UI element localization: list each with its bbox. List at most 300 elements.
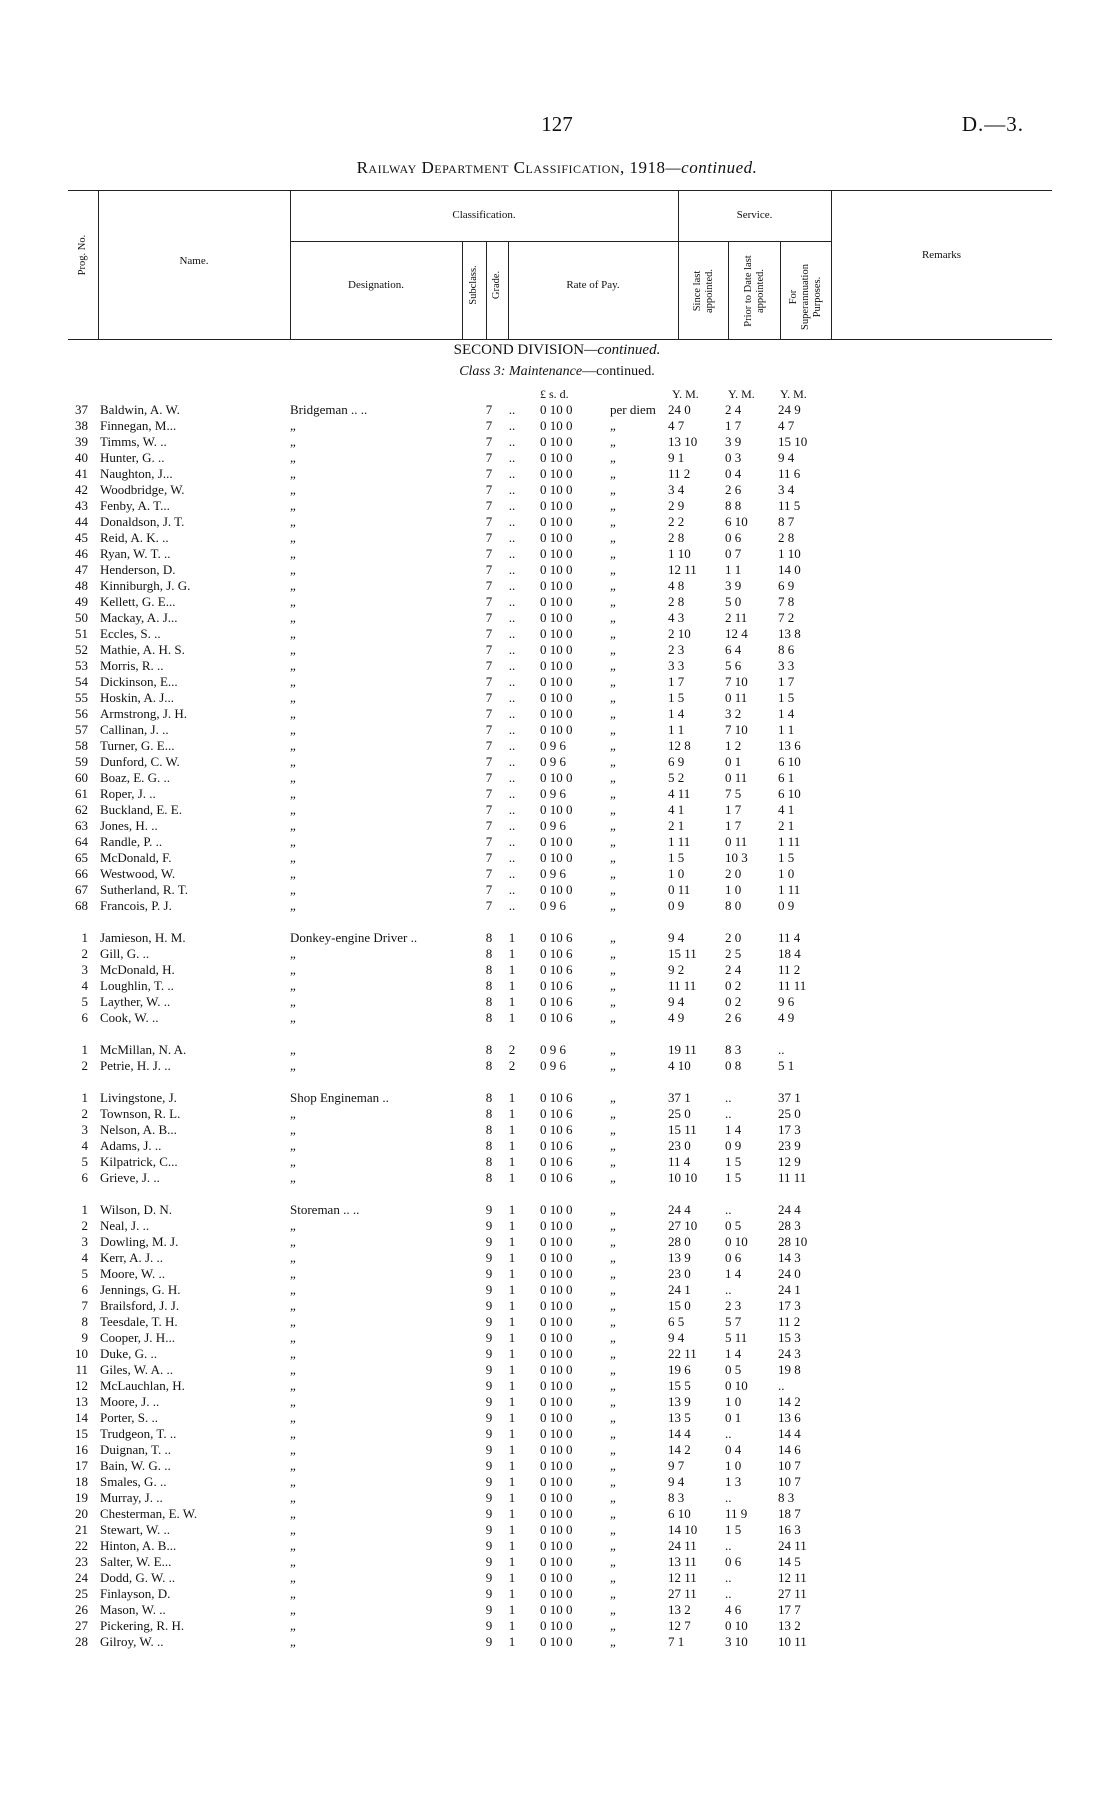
grade-cell: 1 <box>508 1346 516 1361</box>
subclass-cell: 8 <box>485 946 493 961</box>
rate-of-pay-cell: 0 10 0 <box>540 1298 573 1313</box>
pay-unit-cell: „ <box>610 1522 616 1537</box>
since-last-cell: 27 10 <box>668 1218 698 1233</box>
since-last-cell: 4 9 <box>668 1010 685 1025</box>
grade-cell: 1 <box>508 1234 516 1249</box>
prog-no-cell: 43 <box>75 498 88 513</box>
prog-no-cell: 2 <box>81 946 88 961</box>
name-cell: Boaz, E. G. .. <box>100 770 171 785</box>
table-row <box>0 1314 1114 1330</box>
rate-of-pay-cell: 0 10 0 <box>540 562 573 577</box>
rate-of-pay-cell: 0 10 0 <box>540 1394 573 1409</box>
since-last-cell: 14 10 <box>668 1522 698 1537</box>
table-row <box>0 1618 1114 1634</box>
name-cell: McLauchlan, H. <box>100 1378 185 1393</box>
prog-no-cell: 65 <box>75 850 88 865</box>
grade-cell: .. <box>508 642 516 657</box>
designation-cell: „ <box>290 626 296 641</box>
subclass-cell: 8 <box>485 962 493 977</box>
since-last-cell: 15 0 <box>668 1298 691 1313</box>
pay-unit-cell: „ <box>610 610 616 625</box>
prog-no-cell: 28 <box>75 1634 88 1649</box>
superannuation-cell: 25 0 <box>778 1106 801 1121</box>
rate-of-pay-cell: 0 9 6 <box>540 738 566 753</box>
designation-cell: „ <box>290 1586 296 1601</box>
pay-unit-cell: „ <box>610 1042 616 1057</box>
prog-no-cell: 6 <box>81 1282 88 1297</box>
table-row <box>0 1378 1114 1394</box>
pay-unit-cell: „ <box>610 1618 616 1633</box>
prior-to-cell: 7 5 <box>725 786 742 801</box>
prior-to-cell: 7 10 <box>725 674 748 689</box>
designation-cell: „ <box>290 434 296 449</box>
superannuation-cell: 14 2 <box>778 1394 801 1409</box>
rate-of-pay-cell: 0 10 0 <box>540 1618 573 1633</box>
since-last-cell: 5 2 <box>668 770 685 785</box>
prior-to-cell: .. <box>725 1106 732 1121</box>
designation-cell: „ <box>290 1282 296 1297</box>
division-title <box>0 342 1114 359</box>
grade-cell: 1 <box>508 962 516 977</box>
designation-cell: „ <box>290 1346 296 1361</box>
prior-to-cell: 5 6 <box>725 658 742 673</box>
designation-cell: „ <box>290 562 296 577</box>
subclass-cell: 7 <box>485 594 493 609</box>
since-last-cell: 4 3 <box>668 610 685 625</box>
prior-to-cell: 0 6 <box>725 1250 742 1265</box>
subclass-cell: 9 <box>485 1426 493 1441</box>
prog-no-cell: 39 <box>75 434 88 449</box>
name-cell: Westwood, W. <box>100 866 176 881</box>
name-cell: Adams, J. .. <box>100 1138 162 1153</box>
superannuation-cell: 28 3 <box>778 1218 801 1233</box>
grade-cell: .. <box>508 834 516 849</box>
table-row <box>0 1442 1114 1458</box>
table-row <box>0 1506 1114 1522</box>
superannuation-cell: 8 3 <box>778 1490 795 1505</box>
subclass-cell: 7 <box>485 610 493 625</box>
grade-cell: .. <box>508 418 516 433</box>
superannuation-cell: 1 10 <box>778 546 801 561</box>
superannuation-cell: 18 7 <box>778 1506 801 1521</box>
rate-of-pay-cell: 0 10 0 <box>540 546 573 561</box>
subclass-cell: 9 <box>485 1394 493 1409</box>
prior-to-cell: 2 0 <box>725 930 742 945</box>
designation-cell: „ <box>290 1330 296 1345</box>
rate-of-pay-cell: 0 10 0 <box>540 1586 573 1601</box>
subclass-cell: 8 <box>485 994 493 1009</box>
pay-unit-cell: „ <box>610 786 616 801</box>
since-last-cell: 11 2 <box>668 466 691 481</box>
subclass-cell: 7 <box>485 658 493 673</box>
prog-no-cell: 59 <box>75 754 88 769</box>
name-cell: Eccles, S. .. <box>100 626 161 641</box>
table-row <box>0 1570 1114 1586</box>
prog-no-cell: 11 <box>75 1362 88 1377</box>
pay-unit-cell: „ <box>610 562 616 577</box>
pay-unit-cell: „ <box>610 994 616 1009</box>
pay-unit-cell: „ <box>610 1090 616 1105</box>
superannuation-cell: 27 11 <box>778 1586 807 1601</box>
pay-unit-cell: „ <box>610 498 616 513</box>
designation-cell: „ <box>290 802 296 817</box>
table-row <box>0 626 1114 642</box>
grade-cell: .. <box>508 626 516 641</box>
prior-to-cell: 0 10 <box>725 1618 748 1633</box>
since-last-cell: 13 9 <box>668 1394 691 1409</box>
prog-no-cell: 6 <box>81 1010 88 1025</box>
designation-cell: „ <box>290 1538 296 1553</box>
name-cell: Finnegan, M... <box>100 418 177 433</box>
grade-cell: .. <box>508 770 516 785</box>
since-last-cell: 8 3 <box>668 1490 685 1505</box>
since-last-cell: 1 7 <box>668 674 685 689</box>
designation-cell: „ <box>290 834 296 849</box>
rate-of-pay-cell: 0 10 0 <box>540 1234 573 1249</box>
name-cell: Donaldson, J. T. <box>100 514 185 529</box>
table-row <box>0 530 1114 546</box>
title-suffix: —continued. <box>665 158 758 177</box>
designation-cell: „ <box>290 546 296 561</box>
grade-cell: 1 <box>508 1394 516 1409</box>
since-last-cell: 9 2 <box>668 962 685 977</box>
prior-to-cell: 0 10 <box>725 1378 748 1393</box>
designation-cell: „ <box>290 1570 296 1585</box>
since-last-cell: 13 11 <box>668 1554 697 1569</box>
prog-no-cell: 2 <box>81 1106 88 1121</box>
superannuation-cell: 15 10 <box>778 434 808 449</box>
subclass-cell: 7 <box>485 898 493 913</box>
subclass-cell: 9 <box>485 1458 493 1473</box>
designation-cell: „ <box>290 1442 296 1457</box>
name-cell: Turner, G. E... <box>100 738 175 753</box>
lsd-units: £ s. d. <box>540 387 569 401</box>
designation-cell: „ <box>290 1474 296 1489</box>
pay-unit-cell: „ <box>610 1298 616 1313</box>
rate-of-pay-cell: 0 10 0 <box>540 1314 573 1329</box>
rate-of-pay-cell: 0 10 0 <box>540 450 573 465</box>
prog-no-cell: 3 <box>81 1234 88 1249</box>
grade-cell: 1 <box>508 1490 516 1505</box>
name-cell: Chesterman, E. W. <box>100 1506 198 1521</box>
prior-to-cell: 0 6 <box>725 1554 742 1569</box>
table-row <box>0 994 1114 1010</box>
superannuation-cell: 18 4 <box>778 946 801 961</box>
prior-to-cell: 12 4 <box>725 626 748 641</box>
rate-of-pay-cell: 0 9 6 <box>540 786 566 801</box>
designation-cell: „ <box>290 1506 296 1521</box>
designation-cell: „ <box>290 498 296 513</box>
prior-units: Y. M. <box>728 387 755 401</box>
rate-of-pay-cell: 0 10 0 <box>540 1442 573 1457</box>
since-last-header: Since last appointed. <box>692 268 715 314</box>
grade-cell: .. <box>508 786 516 801</box>
since-last-cell: 1 5 <box>668 690 685 705</box>
subclass-cell: 9 <box>485 1618 493 1633</box>
group-separator <box>0 914 1114 930</box>
prog-no-cell: 60 <box>75 770 88 785</box>
table-row <box>0 818 1114 834</box>
grade-cell: 1 <box>508 1090 516 1105</box>
pay-unit-cell: „ <box>610 978 616 993</box>
prog-no-cell: 24 <box>75 1570 88 1585</box>
name-cell: Gill, G. .. <box>100 946 150 961</box>
prior-to-cell: 1 7 <box>725 802 742 817</box>
prog-no-cell: 26 <box>75 1602 88 1617</box>
pay-unit-cell: „ <box>610 514 616 529</box>
prior-to-cell: 8 8 <box>725 498 742 513</box>
prog-no-cell: 37 <box>75 402 88 417</box>
prog-no-cell: 66 <box>75 866 88 881</box>
document-reference: D.—3. <box>961 112 1024 136</box>
table-row <box>0 1170 1114 1186</box>
since-last-cell: 9 4 <box>668 1330 685 1345</box>
designation-cell: Donkey-engine Driver .. <box>290 930 418 945</box>
prog-no-cell: 47 <box>75 562 88 577</box>
grade-cell: 1 <box>508 1442 516 1457</box>
grade-cell: .. <box>508 610 516 625</box>
subclass-cell: 7 <box>485 642 493 657</box>
rate-of-pay-cell: 0 10 6 <box>540 994 573 1009</box>
subclass-cell: 9 <box>485 1298 493 1313</box>
grade-cell: 1 <box>508 1474 516 1489</box>
name-cell: McDonald, H. <box>100 962 175 977</box>
pay-unit-cell: „ <box>610 1266 616 1281</box>
prog-no-cell: 13 <box>75 1394 88 1409</box>
grade-cell: .. <box>508 738 516 753</box>
table-row <box>0 1234 1114 1250</box>
subclass-cell: 9 <box>485 1442 493 1457</box>
grade-cell: .. <box>508 802 516 817</box>
subclass-cell: 7 <box>485 434 493 449</box>
since-last-cell: 4 11 <box>668 786 691 801</box>
name-cell: Duke, G. .. <box>100 1346 158 1361</box>
superannuation-cell: 11 6 <box>778 466 801 481</box>
rate-of-pay-cell: 0 10 6 <box>540 1170 573 1185</box>
table-row <box>0 514 1114 530</box>
designation-cell: „ <box>290 850 296 865</box>
pay-unit-cell: „ <box>610 642 616 657</box>
table-row <box>0 546 1114 562</box>
subclass-cell: 7 <box>485 754 493 769</box>
grade-cell: .. <box>508 690 516 705</box>
prior-to-cell: 2 6 <box>725 1010 742 1025</box>
since-last-cell: 3 3 <box>668 658 685 673</box>
superannuation-cell: 1 4 <box>778 706 795 721</box>
subclass-cell: 8 <box>485 1138 493 1153</box>
grade-cell: .. <box>508 562 516 577</box>
subclass-cell: 9 <box>485 1362 493 1377</box>
subclass-cell: 7 <box>485 722 493 737</box>
superannuation-cell: 24 1 <box>778 1282 801 1297</box>
subclass-cell: 7 <box>485 738 493 753</box>
name-cell: Sutherland, R. T. <box>100 882 188 897</box>
superannuation-cell: 1 11 <box>778 882 801 897</box>
superannuation-cell: 12 11 <box>778 1570 807 1585</box>
prog-no-cell: 1 <box>81 1202 88 1217</box>
designation-cell: „ <box>290 1522 296 1537</box>
prior-to-cell: 0 11 <box>725 834 748 849</box>
subclass-cell: 9 <box>485 1314 493 1329</box>
prior-to-cell: 0 6 <box>725 530 742 545</box>
since-last-cell: 13 2 <box>668 1602 691 1617</box>
rate-of-pay-cell: 0 10 0 <box>540 706 573 721</box>
grade-cell: 1 <box>508 1570 516 1585</box>
prior-to-cell: .. <box>725 1090 732 1105</box>
designation-cell: „ <box>290 1554 296 1569</box>
name-cell: McDonald, F. <box>100 850 172 865</box>
prog-no-cell: 3 <box>81 962 88 977</box>
designation-cell: Storeman .. .. <box>290 1202 360 1217</box>
name-cell: Henderson, D. <box>100 562 176 577</box>
table-row <box>0 594 1114 610</box>
prog-no-cell: 19 <box>75 1490 88 1505</box>
prog-no-cell: 61 <box>75 786 88 801</box>
pay-unit-cell: „ <box>610 818 616 833</box>
subclass-cell: 9 <box>485 1538 493 1553</box>
designation-cell: „ <box>290 1106 296 1121</box>
grade-cell: .. <box>508 674 516 689</box>
superannuation-cell: 15 3 <box>778 1330 801 1345</box>
subclass-cell: 7 <box>485 466 493 481</box>
prog-no-cell: 54 <box>75 674 88 689</box>
prior-to-cell: 1 0 <box>725 1458 742 1473</box>
since-last-cell: 9 1 <box>668 450 685 465</box>
prior-to-cell: 3 10 <box>725 1634 748 1649</box>
prog-no-cell: 42 <box>75 482 88 497</box>
designation-cell: „ <box>290 738 296 753</box>
prior-to-cell: 5 7 <box>725 1314 742 1329</box>
grade-cell: 1 <box>508 1298 516 1313</box>
subclass-cell: 8 <box>485 978 493 993</box>
table-row <box>0 1266 1114 1282</box>
table-row <box>0 946 1114 962</box>
designation-cell: „ <box>290 1266 296 1281</box>
prior-to-cell: 1 4 <box>725 1266 742 1281</box>
since-last-cell: 27 11 <box>668 1586 697 1601</box>
superannuation-cell: 4 1 <box>778 802 795 817</box>
subclass-cell: 8 <box>485 1090 493 1105</box>
subclass-cell: 9 <box>485 1330 493 1345</box>
name-cell: Nelson, A. B... <box>100 1122 177 1137</box>
prior-to-cell: 2 11 <box>725 610 748 625</box>
prior-to-cell: 5 11 <box>725 1330 748 1345</box>
table-row <box>0 866 1114 882</box>
prior-to-cell: 0 5 <box>725 1218 742 1233</box>
pay-unit-cell: „ <box>610 1426 616 1441</box>
designation-cell: „ <box>290 722 296 737</box>
designation-cell: „ <box>290 786 296 801</box>
rate-of-pay-cell: 0 10 0 <box>540 482 573 497</box>
superannuation-cell: 6 10 <box>778 786 801 801</box>
since-last-cell: 28 0 <box>668 1234 691 1249</box>
grade-cell: 1 <box>508 1458 516 1473</box>
name-cell: Timms, W. .. <box>100 434 167 449</box>
superannuation-cell: 14 5 <box>778 1554 801 1569</box>
since-last-cell: 11 11 <box>668 978 697 993</box>
prog-no-cell: 6 <box>81 1170 88 1185</box>
subclass-cell: 7 <box>485 674 493 689</box>
superannuation-cell: 6 9 <box>778 578 795 593</box>
since-last-cell: 24 1 <box>668 1282 691 1297</box>
rate-of-pay-cell: 0 10 6 <box>540 930 573 945</box>
superannuation-cell: 11 4 <box>778 930 801 945</box>
grade-cell: 1 <box>508 1282 516 1297</box>
grade-cell: .. <box>508 530 516 545</box>
name-cell: Naughton, J... <box>100 466 173 481</box>
superannuation-cell: .. <box>778 1042 785 1057</box>
prior-to-cell: .. <box>725 1586 732 1601</box>
superannuation-cell: 2 8 <box>778 530 795 545</box>
subclass-cell: 9 <box>485 1346 493 1361</box>
superannuation-cell: 16 3 <box>778 1522 801 1537</box>
prog-no-cell: 62 <box>75 802 88 817</box>
designation-cell: „ <box>290 578 296 593</box>
subclass-cell: 8 <box>485 1122 493 1137</box>
name-cell: Moore, J. .. <box>100 1394 160 1409</box>
grade-cell: 1 <box>508 1378 516 1393</box>
subclass-cell: 7 <box>485 402 493 417</box>
name-cell: Cook, W. .. <box>100 1010 159 1025</box>
since-last-cell: 12 8 <box>668 738 691 753</box>
grade-cell: 1 <box>508 1218 516 1233</box>
table-row <box>0 1154 1114 1170</box>
superannuation-cell: 13 6 <box>778 738 801 753</box>
subclass-cell: 7 <box>485 626 493 641</box>
since-last-cell: 2 9 <box>668 498 685 513</box>
grade-cell: .. <box>508 482 516 497</box>
rate-of-pay-cell: 0 10 0 <box>540 1378 573 1393</box>
designation-cell: „ <box>290 1138 296 1153</box>
table-row <box>0 642 1114 658</box>
superannuation-cell: 3 3 <box>778 658 795 673</box>
rate-of-pay-cell: 0 10 0 <box>540 1346 573 1361</box>
since-units: Y. M. <box>672 387 699 401</box>
subclass-cell: 9 <box>485 1202 493 1217</box>
pay-unit-cell: „ <box>610 1122 616 1137</box>
prior-to-cell: 1 0 <box>725 1394 742 1409</box>
table-row <box>0 1458 1114 1474</box>
table-row <box>0 418 1114 434</box>
name-cell: Reid, A. K. .. <box>100 530 169 545</box>
table-row <box>0 754 1114 770</box>
grade-cell: 1 <box>508 1122 516 1137</box>
subclass-cell: 7 <box>485 770 493 785</box>
pay-unit-cell: „ <box>610 658 616 673</box>
prior-to-cell: 10 3 <box>725 850 748 865</box>
since-last-cell: 1 0 <box>668 866 685 881</box>
rate-of-pay-cell: 0 10 0 <box>540 594 573 609</box>
designation-cell: „ <box>290 1218 296 1233</box>
prog-no-cell: 64 <box>75 834 88 849</box>
pay-unit-cell: „ <box>610 1570 616 1585</box>
since-last-cell: 22 11 <box>668 1346 697 1361</box>
prior-to-cell: 2 3 <box>725 1298 742 1313</box>
grade-cell: .. <box>508 882 516 897</box>
since-last-cell: 13 9 <box>668 1250 691 1265</box>
since-last-cell: 11 4 <box>668 1154 691 1169</box>
prog-no-cell: 3 <box>81 1122 88 1137</box>
superannuation-cell: 14 6 <box>778 1442 801 1457</box>
rate-of-pay-cell: 0 10 0 <box>540 690 573 705</box>
designation-cell: „ <box>290 818 296 833</box>
superannuation-cell: 11 5 <box>778 498 801 513</box>
prog-no-cell: 21 <box>75 1522 88 1537</box>
prog-no-cell: 48 <box>75 578 88 593</box>
group-separator <box>0 1026 1114 1042</box>
prior-to-cell: .. <box>725 1202 732 1217</box>
table-row <box>0 1250 1114 1266</box>
